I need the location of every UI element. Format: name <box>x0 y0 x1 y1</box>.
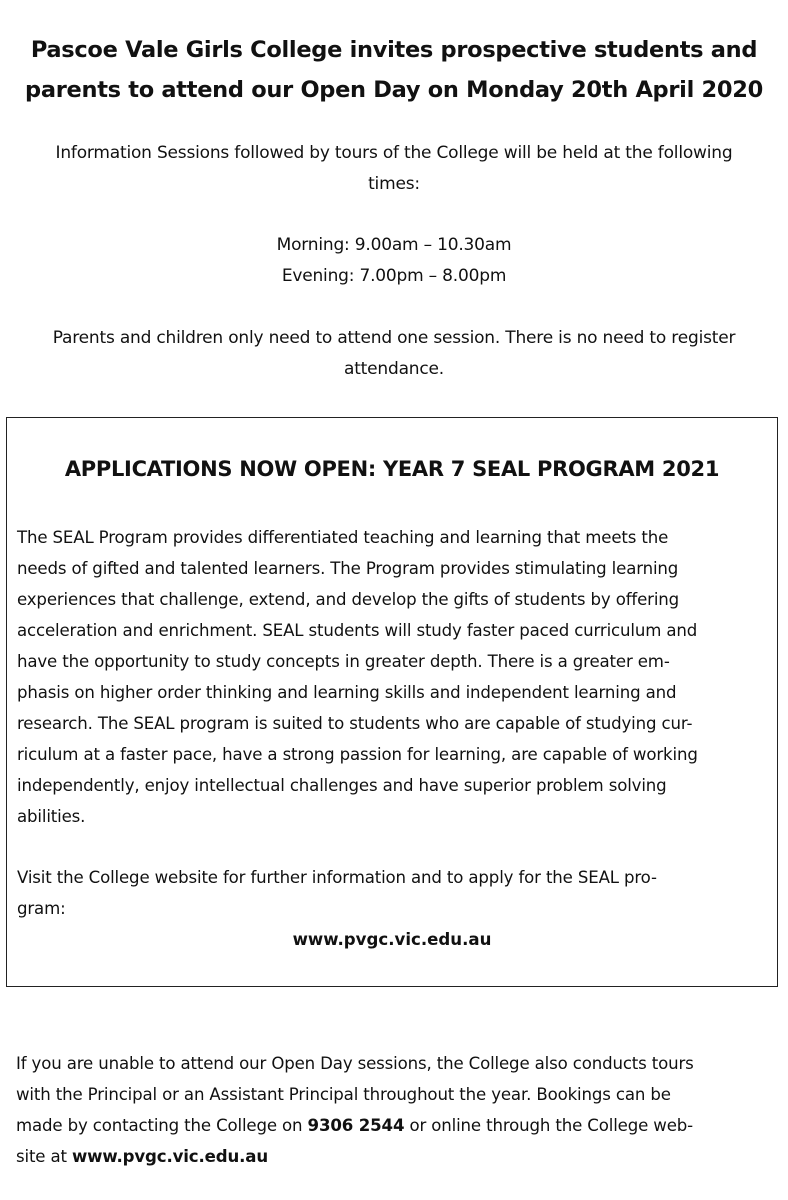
seal-program-box <box>6 417 778 987</box>
seal-body-line: experiences that challenge, extend, and develop the gifts of students by offering <box>17 590 680 609</box>
college-phone-number[interactable]: 9306 2544 <box>307 1116 405 1135</box>
seal-body-line: independently, enjoy intellectual challenges and have superior problem solving <box>17 776 667 795</box>
tours-line-1: If you are unable to attend our Open Day sessions, the College also conducts tours <box>16 1054 694 1073</box>
tours-line-4 <box>16 1141 772 1172</box>
seal-description <box>17 522 769 832</box>
seal-body-line: research. The SEAL program is suited to students who are capable of studying cur- <box>17 714 693 733</box>
headline-line-2: parents to attend our Open Day on Monday 20th April 2020 <box>25 77 763 103</box>
seal-body-line: abilities. <box>17 807 86 826</box>
tours-line-3-suffix: or online through the College web- <box>404 1116 693 1135</box>
seal-body-line: The SEAL Program provides differentiated teaching and learning that meets the <box>17 528 669 547</box>
seal-heading: APPLICATIONS NOW OPEN: YEAR 7 SEAL PROGRAM 2021 <box>64 457 720 481</box>
tours-line-2: with the Principal or an Assistant Principal throughout the year. Bookings can be <box>16 1085 671 1104</box>
attendance-note <box>10 323 778 385</box>
seal-visit-line-1: Visit the College website for further information and to apply for the SEAL pro- <box>17 868 657 887</box>
tours-website-link[interactable]: www.pvgc.vic.edu.au <box>72 1147 268 1166</box>
seal-body-line: needs of gifted and talented learners. The Program provides stimulating learning <box>17 559 679 578</box>
open-day-headline <box>10 30 778 110</box>
seal-body-line: phasis on higher order thinking and learning skills and independent learning and <box>17 683 677 702</box>
headline-line-1: Pascoe Vale Girls College invites prospective students and <box>30 37 758 63</box>
seal-visit-text <box>17 862 769 924</box>
seal-body-line: have the opportunity to study concepts in greater depth. There is a greater em- <box>17 652 670 671</box>
tours-line-3-prefix: made by contacting the College on <box>16 1116 308 1135</box>
attendance-note-line-2: attendance. <box>344 359 444 379</box>
info-sessions-intro <box>10 138 778 200</box>
seal-body-line: acceleration and enrichment. SEAL students will study faster paced curriculum and <box>17 621 698 640</box>
attendance-note-line-1: Parents and children only need to attend one session. There is no need to register <box>52 328 736 348</box>
evening-session-time: Evening: 7.00pm – 8.00pm <box>281 266 507 286</box>
tours-line-3 <box>16 1110 772 1141</box>
seal-body-line: riculum at a faster pace, have a strong passion for learning, are capable of working <box>17 745 698 764</box>
tours-paragraph <box>16 1048 772 1172</box>
morning-session-time: Morning: 9.00am – 10.30am <box>276 235 512 255</box>
seal-visit-line-2: gram: <box>17 899 66 918</box>
tours-line-4-prefix: site at <box>16 1147 72 1166</box>
intro-line-2: times: <box>368 174 420 194</box>
session-times <box>10 230 778 292</box>
seal-website-link[interactable]: www.pvgc.vic.edu.au <box>292 930 492 949</box>
intro-line-1: Information Sessions followed by tours of the College will be held at the following <box>55 143 733 163</box>
